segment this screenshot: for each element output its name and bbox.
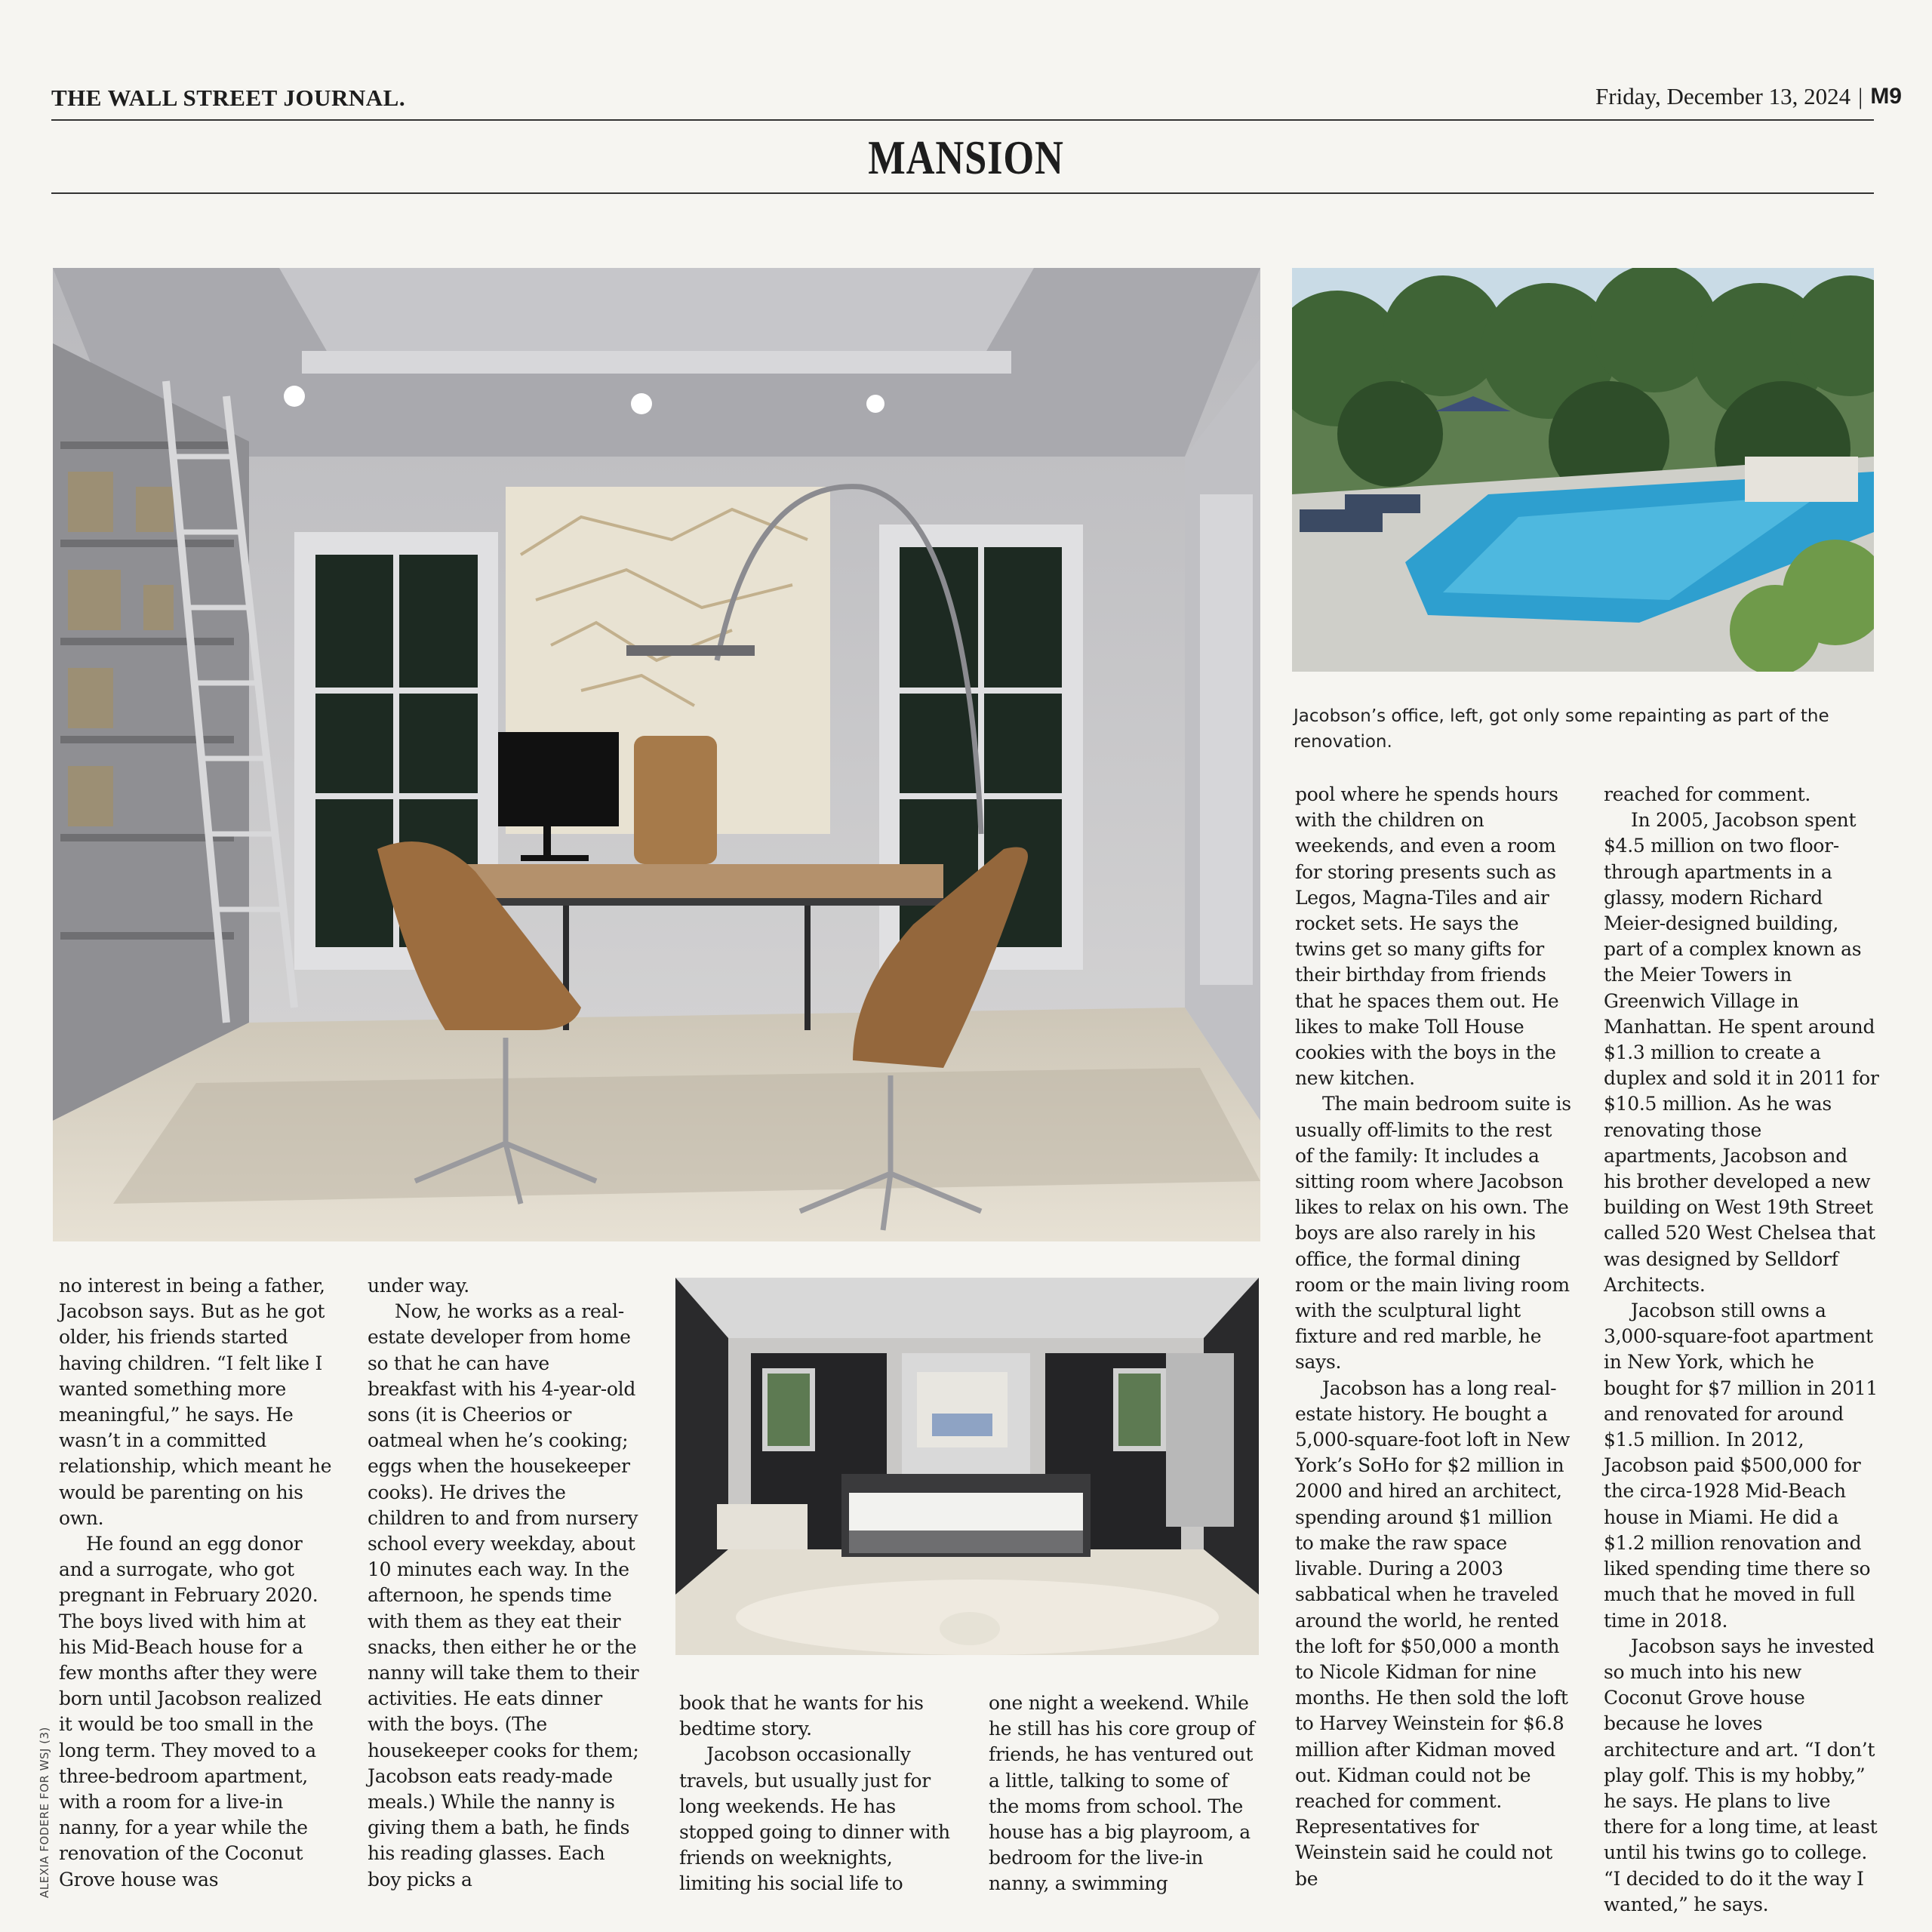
col3-paragraph-2: Jacobson occasionally travels, but usually just for long weekends. He has stopped going to dinner with friends on weeknights, limiting his social life to	[679, 1743, 950, 1895]
col2-paragraph-1: under way.	[368, 1275, 469, 1297]
bedroom-photo-illustration	[675, 1278, 1259, 1655]
page-number: M9	[1870, 84, 1902, 109]
article-column-5	[1295, 782, 1573, 1892]
col5-paragraph-1: pool where he spends hours with the children on weekends, and even a room for storing presents such as Legos, Magna-Tiles and air rocket sets. He says the twins get so many gifts for their birthday from friends that he spaces them out. He likes to make Toll House cookies with the boys in the new kitchen.	[1295, 783, 1559, 1090]
col1-paragraph-2: He found an egg donor and a surrogate, who got pregnant in February 2020. The boys lived with him at his Mid-Beach house for a few months after they were born until Jacobson realized it would be too small in the long term. They moved to a three-bedroom apartment, with a room for a live-in nanny, for a year while the renovation of the Coconut Grove house was	[59, 1533, 322, 1890]
publication-name: THE WALL STREET JOURNAL.	[51, 85, 406, 111]
col4-paragraph-1: one night a weekend. While he still has his core group of friends, he has ventured out a little, talking to some of the moms from school. The house has a big playroom, a bedroom for the live-in nanny, a swimming	[989, 1692, 1255, 1895]
masthead-rule	[51, 119, 1874, 121]
col6-paragraph-3: Jacobson still owns a 3,000-square-foot apartment in New York, which he bought for $7 million in 2011 and renovated for around $1.5 million. In 2012, Jacobson paid $500,000 for the circa-1928 Mid-Beach house in Miami. He did a $1.2 million renovation and liked spending time there so much that he moved in full time in 2018.	[1604, 1300, 1878, 1632]
article-column-3	[679, 1690, 955, 1897]
issue-date: Friday, December 13, 2024	[1595, 83, 1851, 109]
col5-paragraph-3: Jacobson has a long real-estate history. He bought a 5,000-square-foot loft in New York’s SoHo for $2 million in 2000 and hired an architect, spending around $1 million to make the raw space livable. During a 2003 sabbatical when he traveled around the world, he rented the loft for $50,000 a month to Nicole Kidman for nine months. He then sold the loft to Harvey Weinstein for $6.8 million after Kidman moved out. Kidman could not be reached for comment. Representatives for Weinstein said he could not be	[1295, 1377, 1571, 1890]
office-photo	[53, 268, 1260, 1241]
photo-credit: ALEXIA FODERE FOR WSJ (3)	[38, 1727, 51, 1898]
col1-paragraph-1: no interest in being a father, Jacobson says. But as he got older, his friends started having children. “I felt like I wanted something more meaningful,” he says. He wasn’t in a committed relationship, which meant he would be parenting on his own.	[59, 1275, 332, 1529]
office-photo-illustration	[53, 268, 1260, 1241]
bedroom-photo	[675, 1278, 1259, 1655]
col6-paragraph-2: In 2005, Jacobson spent $4.5 million on two floor-through apartments in a glassy, modern Richard Meier-designed building, part of a complex known as the Meier Towers in Greenwich Village in Manhattan. He spent around $1.3 million to create a duplex and sold it in 2011 for $10.5 million. As he was renovating those apartments, Jacobson and his brother developed a new building on West 19th Street called 520 West Chelsea that was designed by Selldorf Architects.	[1604, 809, 1879, 1296]
masthead-date-block	[1595, 83, 1902, 110]
article-column-1	[59, 1273, 332, 1893]
col2-paragraph-2: Now, he works as a real-estate developer from home so that he can have breakfast with his 4-year-old sons (it is Cheerios or oatmeal when he’s cooking; eggs when the housekeeper cooks). He drives the children to and from nursery school every weekday, about 10 minutes each way. In the afternoon, he spends time with them as they eat their snacks, then either he or the nanny will take them to their activities. He eats dinner with the boys. (The housekeeper cooks for them; Jacobson eats ready-made meals.) While the nanny is giving them a bath, he finds his reading glasses. Each boy picks a	[368, 1300, 639, 1890]
pool-photo	[1292, 268, 1874, 672]
masthead-separator: |	[1858, 83, 1863, 109]
article-column-6	[1604, 782, 1879, 1918]
col3-paragraph-1: book that he wants for his bedtime story.	[679, 1692, 924, 1740]
col6-paragraph-1: reached for comment.	[1604, 783, 1811, 805]
article-column-2	[368, 1273, 641, 1893]
section-title: MANSION	[868, 131, 1064, 184]
pool-photo-illustration	[1292, 268, 1874, 672]
section-rule	[51, 192, 1874, 194]
article-column-4	[989, 1690, 1260, 1897]
col5-paragraph-2: The main bedroom suite is usually off-limits to the rest of the family: It includes a sitting room where Jacobson likes to relax on his own. The boys are also rarely in his office, the formal dining room or the main living room with the sculptural light fixture and red marble, he says.	[1295, 1093, 1571, 1374]
col6-paragraph-4: Jacobson says he invested so much into his new Coconut Grove house because he loves architecture and art. “I don’t play golf. This is my hobby,” he says. He plans to live there for a long time, at least until his twins go to college. “I decided to do it the way I wanted,” he says.	[1604, 1635, 1878, 1915]
photo-caption: Jacobson’s office, left, got only some repainting as part of the renovation.	[1294, 706, 1829, 752]
